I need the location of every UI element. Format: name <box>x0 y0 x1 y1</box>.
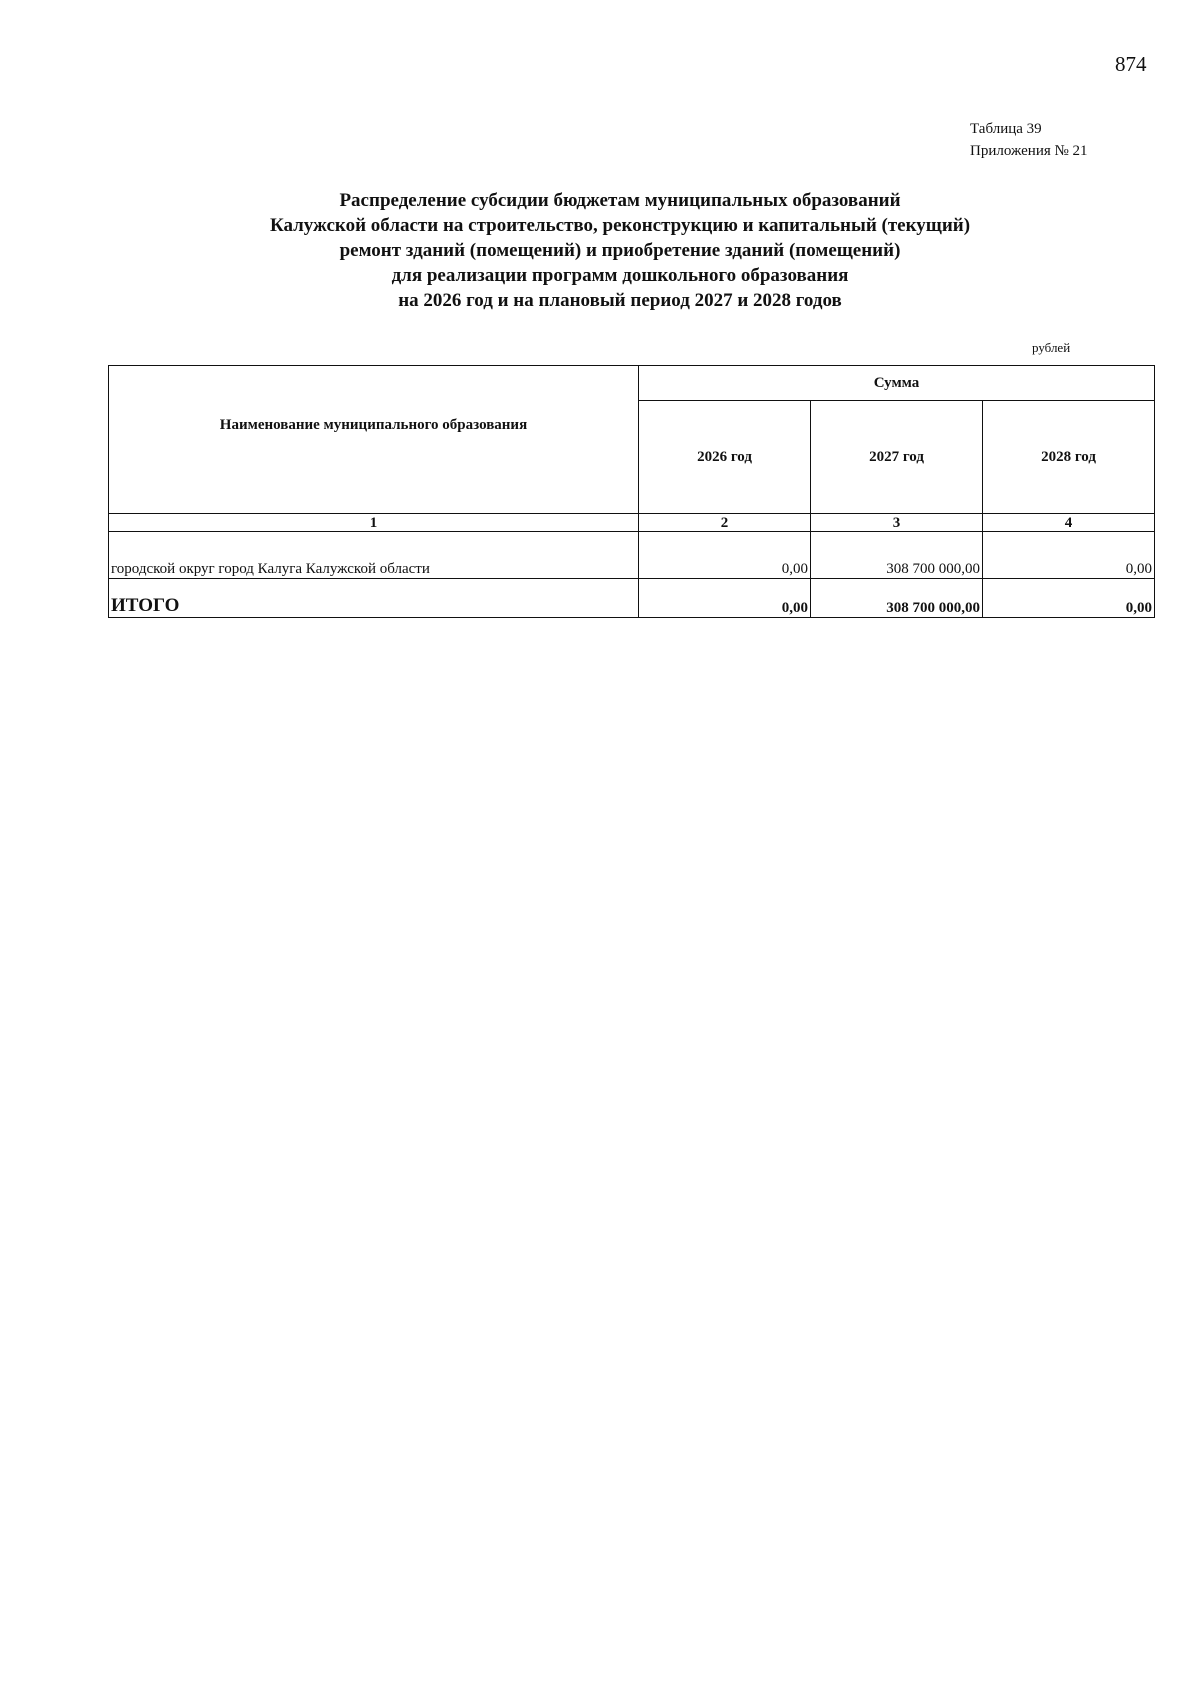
column-number-2: 2 <box>639 514 811 532</box>
table-reference-number: Таблица 39 <box>970 121 1042 137</box>
value-2027: 308 700 000,00 <box>811 532 983 579</box>
total-2028: 0,00 <box>983 579 1155 618</box>
header-sum: Сумма <box>639 366 1155 401</box>
column-number-row <box>109 514 1155 532</box>
header-year-2027: 2027 год <box>811 401 983 514</box>
appendix-reference: Приложения № 21 <box>970 143 1088 159</box>
column-number-3: 3 <box>811 514 983 532</box>
value-2026: 0,00 <box>639 532 811 579</box>
title-line-1: Распределение субсидии бюджетам муниципальных образований <box>339 190 901 211</box>
column-number-1: 1 <box>109 514 639 532</box>
total-2026: 0,00 <box>639 579 811 618</box>
table-reference <box>970 118 1088 162</box>
column-number-4: 4 <box>983 514 1155 532</box>
header-year-2026: 2026 год <box>639 401 811 514</box>
total-label: ИТОГО <box>109 579 639 618</box>
header-row-1 <box>109 366 1155 401</box>
table-row <box>109 532 1155 579</box>
total-row <box>109 579 1155 618</box>
municipality-name: городской округ город Калуга Калужской области <box>109 532 639 579</box>
value-2028: 0,00 <box>983 532 1155 579</box>
title-line-3: ремонт зданий (помещений) и приобретение зданий (помещений) <box>339 240 901 261</box>
document-title <box>0 188 1200 313</box>
title-line-5: на 2026 год и на плановый период 2027 и 2028 годов <box>398 290 842 311</box>
page-number: 874 <box>1115 52 1147 76</box>
title-line-4: для реализации программ дошкольного образования <box>391 265 849 286</box>
total-2027: 308 700 000,00 <box>811 579 983 618</box>
title-line-2: Калужской области на строительство, реконструкцию и капитальный (текущий) <box>269 215 971 236</box>
subsidy-table <box>108 365 1155 618</box>
header-year-2028: 2028 год <box>983 401 1155 514</box>
units-label: рублей <box>1032 340 1071 355</box>
header-municipality-name: Наименование муниципального образования <box>109 366 639 514</box>
